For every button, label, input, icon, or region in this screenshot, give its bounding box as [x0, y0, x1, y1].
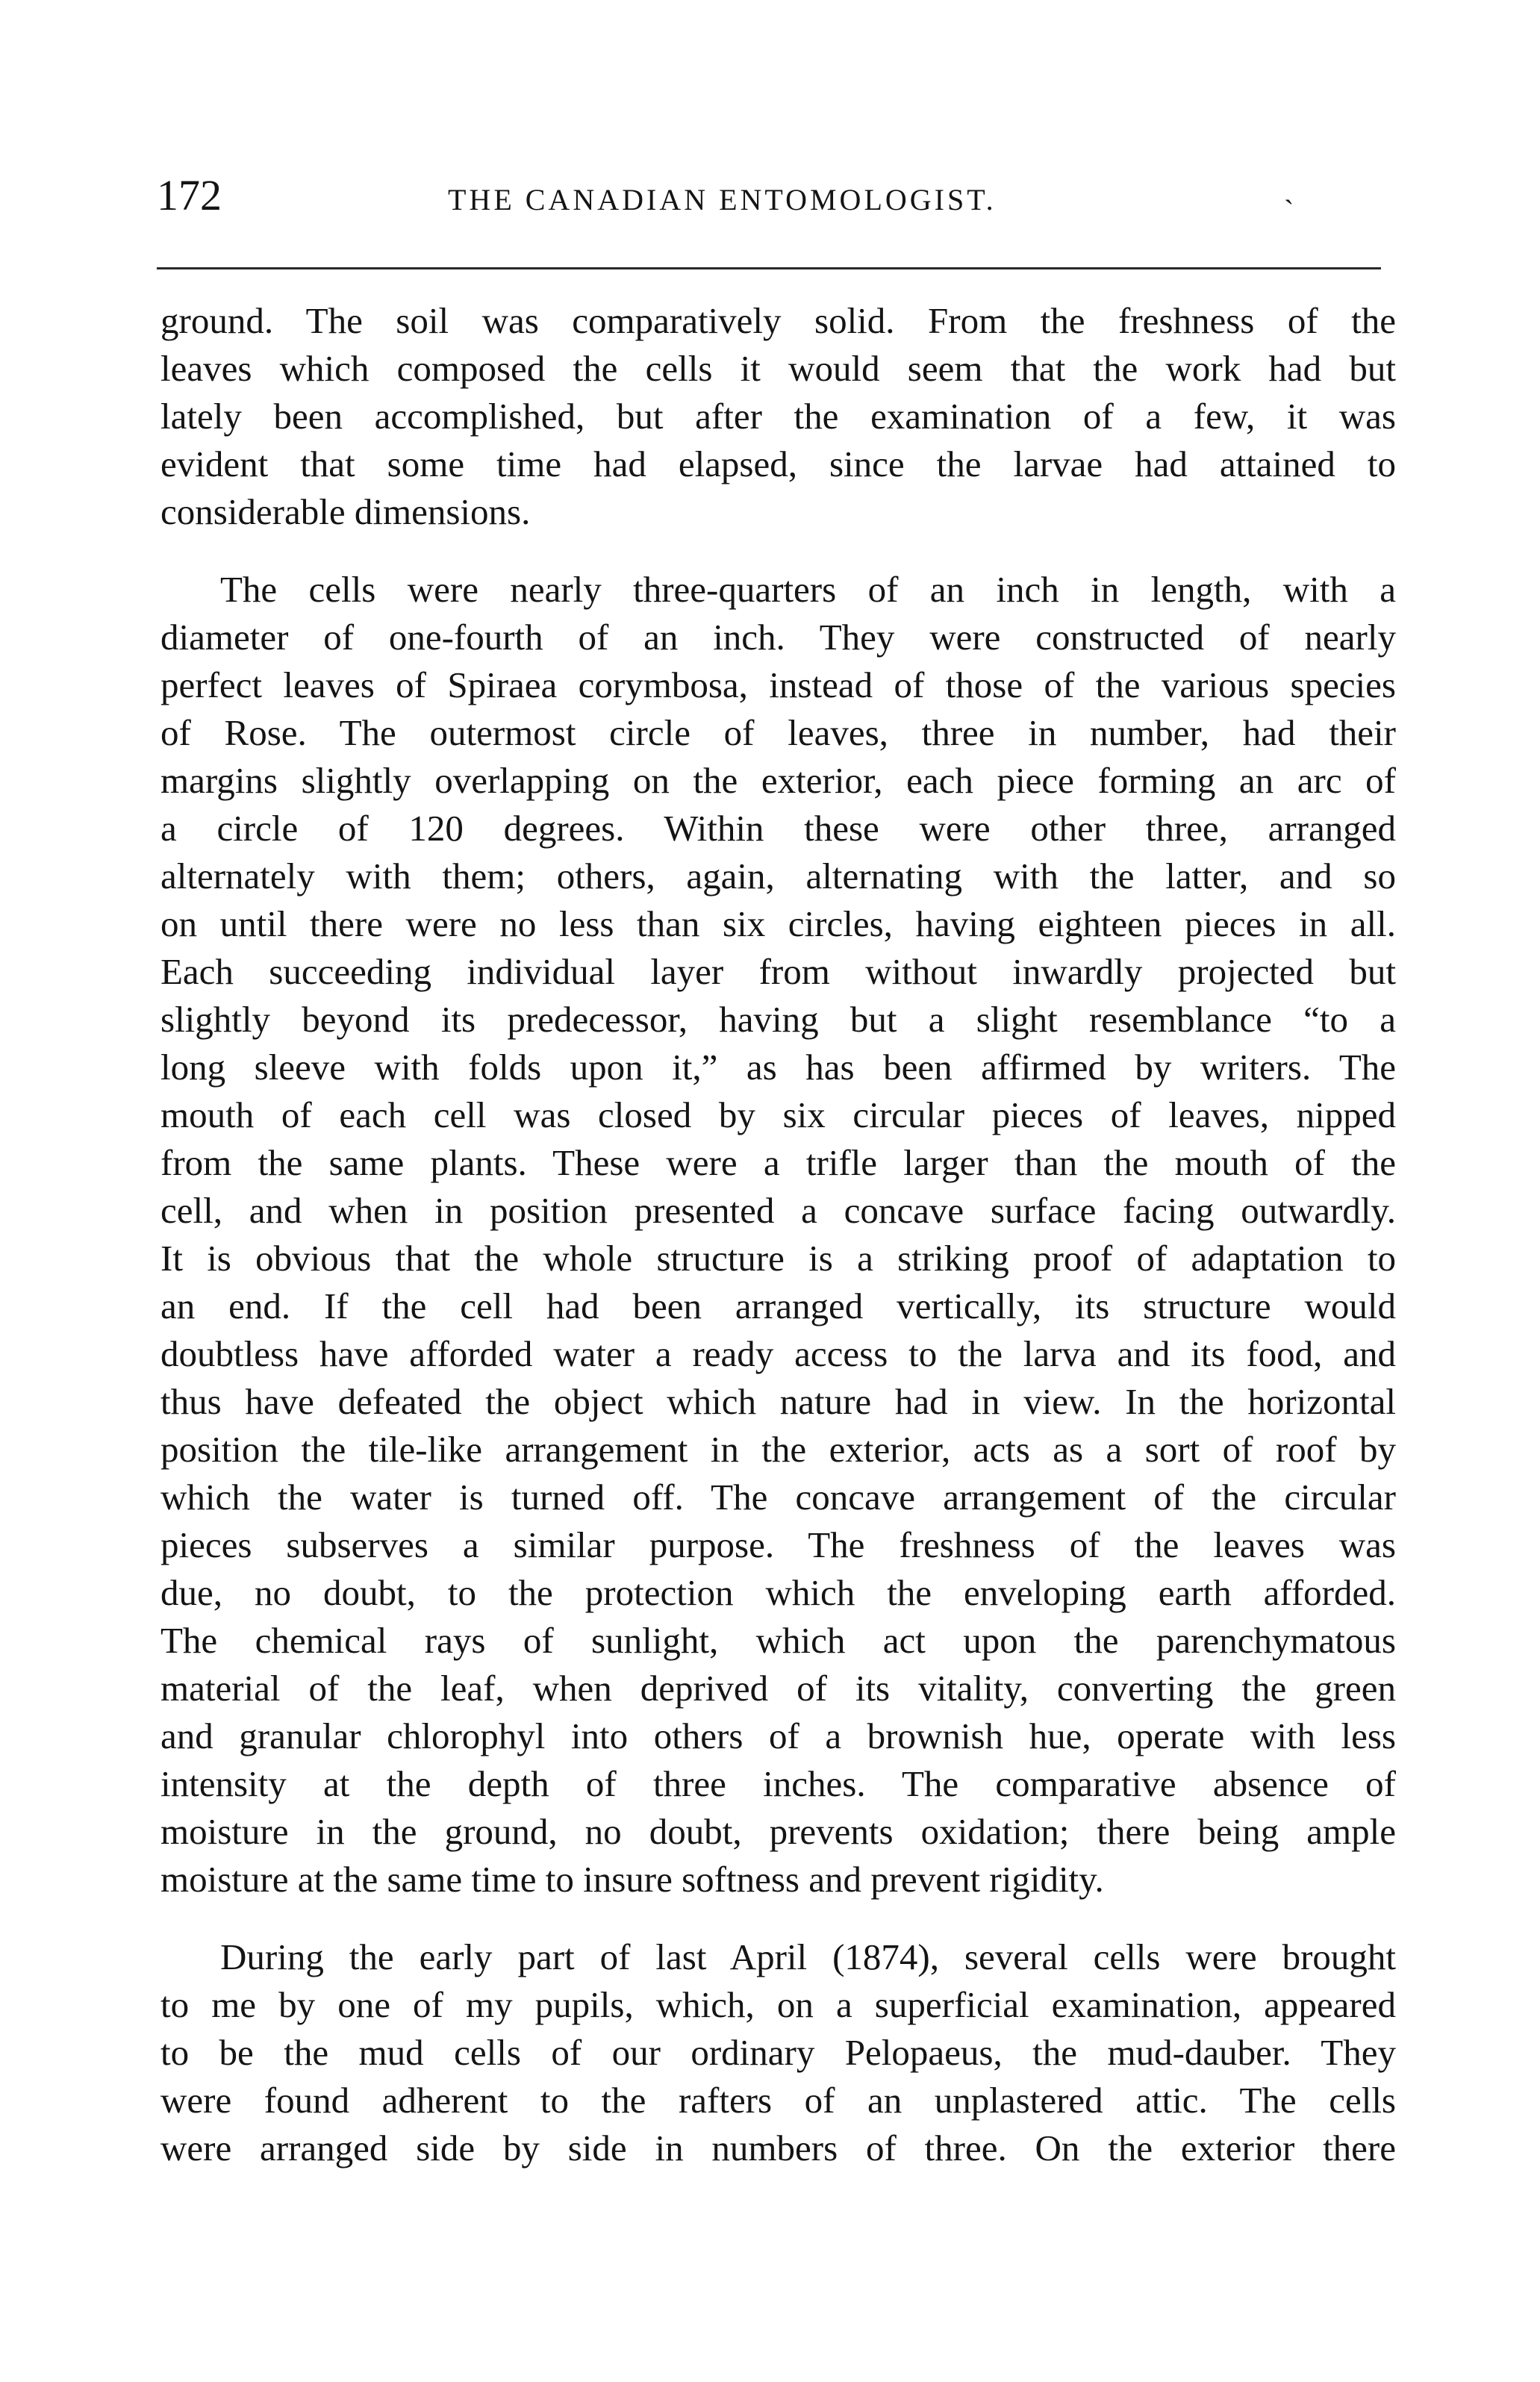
paragraph-gap [160, 536, 1396, 566]
text-line: due, no doubt, to the protection which the enveloping earth afforded. [160, 1572, 1396, 1613]
text-line: ground. The soil was comparatively solid. From the freshness of the [160, 300, 1396, 341]
paragraph [160, 1933, 1396, 2172]
text-line: It is obvious that the whole structure is a striking proof of adaptation to [160, 1238, 1396, 1279]
text-line: pieces subserves a similar purpose. The freshness of the leaves was [160, 1524, 1396, 1565]
paragraph [160, 297, 1396, 536]
paragraph [160, 566, 1396, 1904]
text-line: of Rose. The outermost circle of leaves, three in number, had their [160, 712, 1396, 753]
text-line: on until there were no less than six circles, having eighteen pieces in all. [160, 903, 1396, 944]
text-line: doubtless have afforded water a ready access to the larva and its food, and [160, 1333, 1396, 1374]
text-line: Each succeeding individual layer from without inwardly projected but [160, 951, 1396, 992]
text-line: long sleeve with folds upon it,” as has been affirmed by writers. The [160, 1047, 1396, 1088]
text-line: lately been accomplished, but after the examination of a few, it was [160, 396, 1396, 437]
text-line: slightly beyond its predecessor, having but a slight resemblance “to a [160, 999, 1396, 1040]
page-header [157, 166, 1381, 225]
text-line: to me by one of my pupils, which, on a superficial examination, appeared [160, 1984, 1396, 2025]
text-line: alternately with them; others, again, alternating with the latter, and so [160, 855, 1396, 897]
text-line: perfect leaves of Spiraea corymbosa, instead of those of the various species [160, 664, 1396, 705]
header-mark: ˎ [1284, 171, 1294, 205]
text-line: were found adherent to the rafters of an unplastered attic. The cells [160, 2080, 1396, 2121]
text-line: thus have defeated the object which nature had in view. In the horizontal [160, 1381, 1396, 1422]
text-line: moisture in the ground, no doubt, prevents oxidation; there being ample [160, 1811, 1396, 1852]
text-line: position the tile-like arrangement in the exterior, acts as a sort of roof by [160, 1429, 1396, 1470]
text-line: mouth of each cell was closed by six circular pieces of leaves, nipped [160, 1094, 1396, 1135]
text-line: considerable dimensions. [160, 491, 531, 532]
text-line: leaves which composed the cells it would seem that the work had but [160, 348, 1396, 389]
text-line: an end. If the cell had been arranged vertically, its structure would [160, 1285, 1396, 1326]
running-title: THE CANADIAN ENTOMOLOGIST. [448, 183, 997, 216]
body-text [160, 297, 1396, 2172]
page-number: 172 [157, 171, 222, 219]
text-line: moisture at the same time to insure softness and prevent rigidity. [160, 1859, 1104, 1900]
paragraph-gap [160, 1904, 1396, 1933]
text-line: cell, and when in position presented a concave surface facing outwardly. [160, 1190, 1396, 1231]
text-line: material of the leaf, when deprived of its vitality, converting the green [160, 1668, 1396, 1709]
header-rule [157, 267, 1381, 269]
text-line: to be the mud cells of our ordinary Pelopaeus, the mud-dauber. They [160, 2032, 1396, 2073]
text-line: During the early part of last April (1874), several cells were brought [220, 1936, 1396, 1977]
text-line: which the water is turned off. The concave arrangement of the circular [160, 1477, 1396, 1518]
text-line: diameter of one-fourth of an inch. They were constructed of nearly [160, 617, 1396, 658]
text-line: and granular chlorophyl into others of a brownish hue, operate with less [160, 1715, 1396, 1756]
text-line: The cells were nearly three-quarters of an inch in length, with a [220, 569, 1396, 610]
text-line: evident that some time had elapsed, since the larvae had attained to [160, 443, 1396, 484]
text-line: margins slightly overlapping on the exterior, each piece forming an arc of [160, 760, 1396, 801]
text-line: intensity at the depth of three inches. The comparative absence of [160, 1763, 1396, 1804]
text-line: a circle of 120 degrees. Within these were other three, arranged [160, 808, 1396, 849]
text-line: were arranged side by side in numbers of three. On the exterior there [160, 2127, 1396, 2169]
text-line: from the same plants. These were a trifle larger than the mouth of the [160, 1142, 1396, 1183]
text-line: The chemical rays of sunlight, which act upon the parenchymatous [160, 1620, 1396, 1661]
